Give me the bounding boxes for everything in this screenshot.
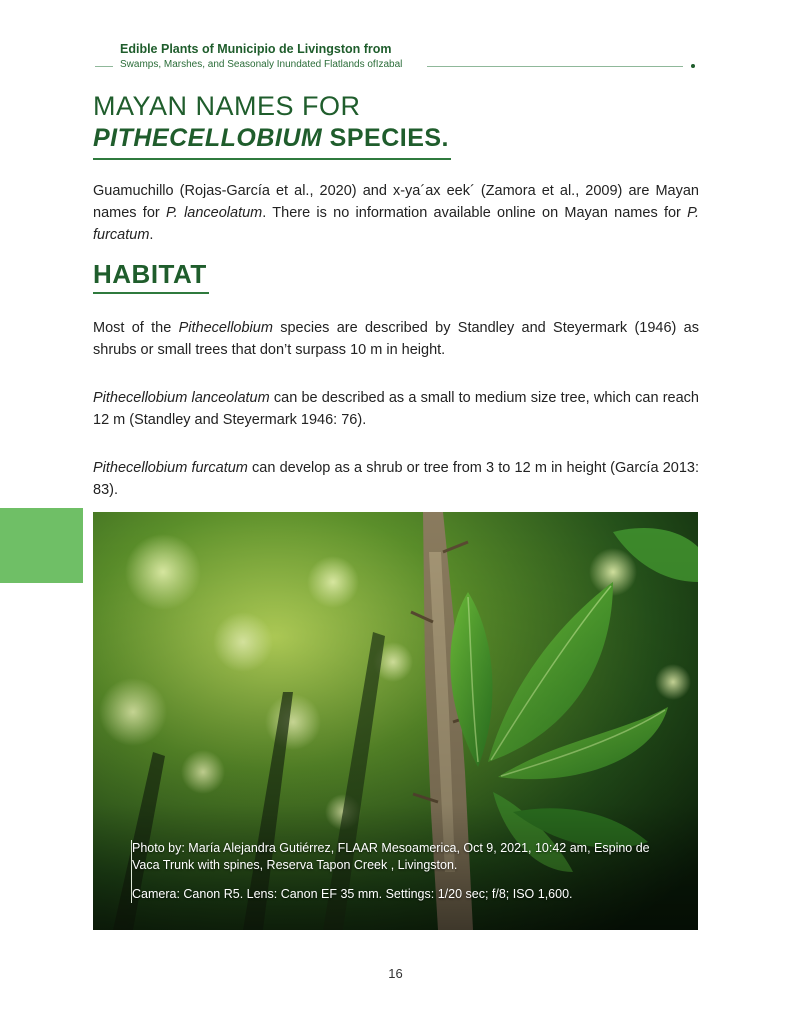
species-name: Pithecellobium furcatum [93,460,248,476]
forest-photo [93,512,698,930]
text-run: species are described by Standley and Steyermark (1946) as shrubs or small trees that don’t surpass 10 m in height. [93,320,699,358]
decorative-green-tab [0,508,83,583]
paragraph-mayan-names [93,180,699,246]
text-run: Guamuchillo (Rojas-García et al., 2020) and x-ya´ax eek´ (Zamora et al., 2009) are Mayan names for [93,183,699,221]
paragraph-habitat-3 [93,457,699,501]
caption-credit: Photo by: María Alejandra Gutiérrez, FLAAR Mesoamerica, Oct 9, 2021, 10:42 am, Espino de Vaca Trunk with spines, Reserva Tapon Creek , Livingston. [132,841,650,872]
text-run: Most of the [93,320,179,336]
paragraph-habitat-2 [93,387,699,431]
species-name: Pithecellobium lanceolatum [93,390,270,406]
paragraph-habitat-1 [93,317,699,361]
caption-camera: Camera: Canon R5. Lens: Canon EF 35 mm. Settings: 1/20 sec; f/8; ISO 1,600. [132,887,573,901]
heading-underline [93,292,209,294]
text-run: can be described as a small to medium size tree, which can reach 12 m (Standley and Steyermark 1946: 76). [93,390,699,428]
species-name: P. lanceolatum [165,205,263,221]
text-run: . There is no information available online on Mayan names for [262,205,688,221]
habitat-heading: HABITAT [93,259,207,289]
text-run: can develop as a shrub or tree from 3 to 12 m in height (García 2013: 83). [93,460,699,498]
heading-underline [93,158,451,160]
heading-line-1: MAYAN NAMES FOR [93,91,361,121]
page-number: 16 [388,966,403,981]
section-heading-mayan-names [93,90,693,160]
heading-species-word: SPECIES. [322,124,449,152]
header-dot [691,64,695,68]
heading-line-2 [93,122,693,154]
heading-genus: PITHECELLOBIUM [93,124,323,152]
text-run: . [149,227,154,243]
header-title: Edible Plants of Municipio de Livingston from [120,42,392,56]
section-heading-habitat [93,258,209,294]
header-rule-right [427,66,683,67]
genus-name: Pithecellobium [178,320,273,336]
header-subtitle: Swamps, Marshes, and Seasonaly Inundated Flatlands ofIzabal [120,59,403,70]
species-name: P. furcatum [93,205,699,243]
photo-caption [131,840,662,903]
header-rule-left [95,66,113,67]
